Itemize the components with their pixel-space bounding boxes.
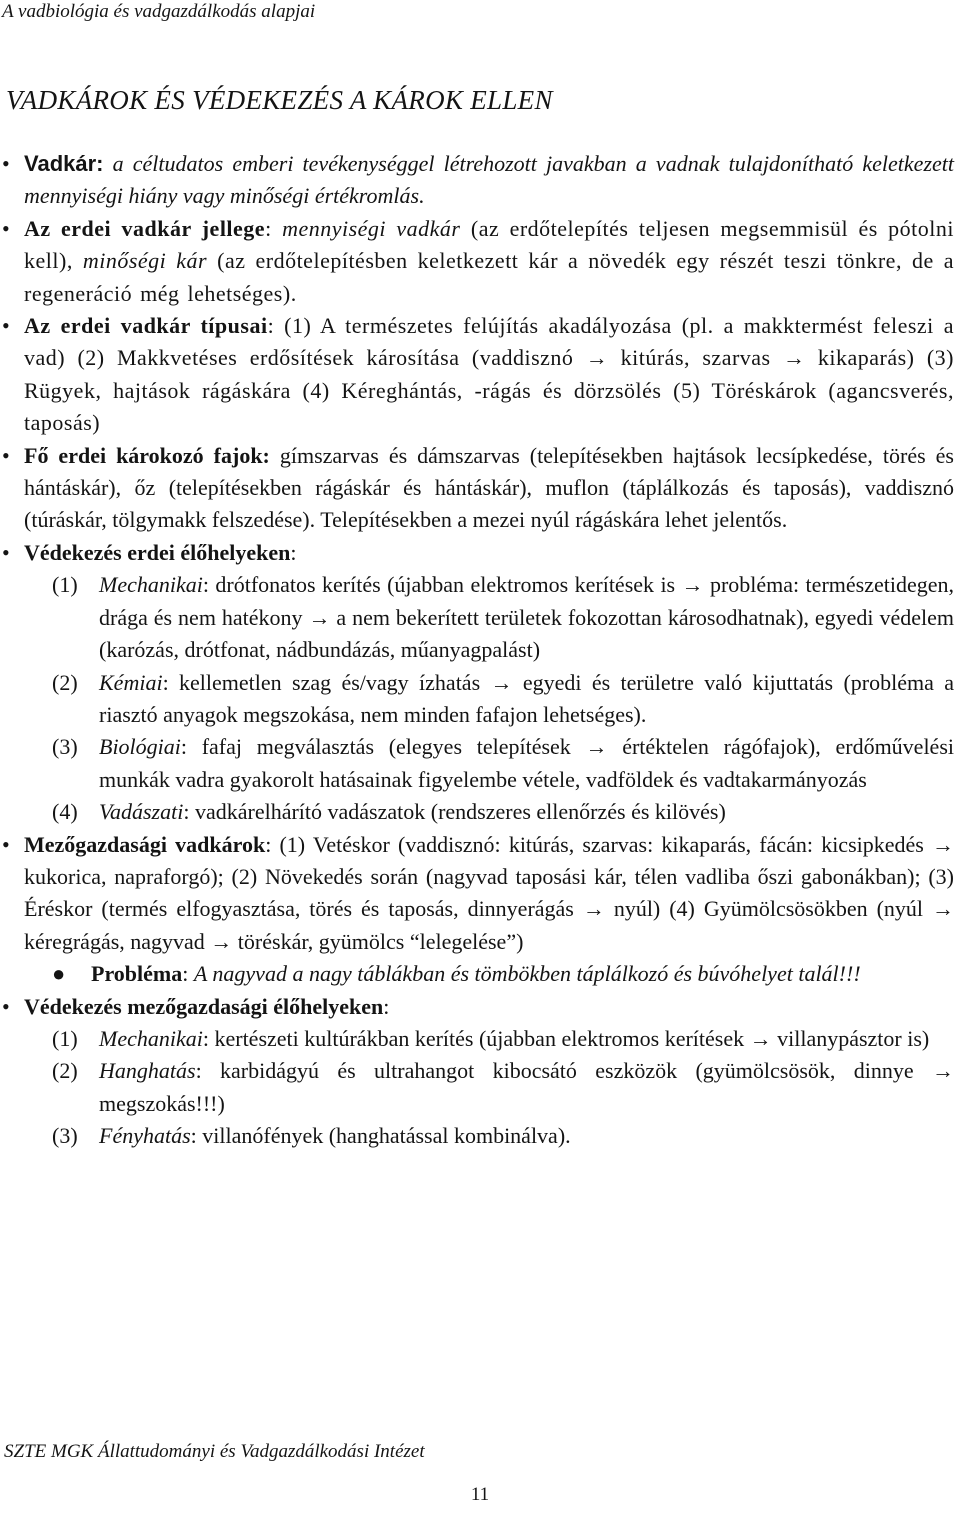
item-number: (2): [52, 669, 78, 695]
section-label: Védekezés mezőgazdasági élőhelyeken: [24, 993, 384, 1019]
section-label: Fő erdei károkozó fajok:: [24, 442, 270, 468]
section-tipusai: [0, 310, 954, 440]
colon: :: [383, 993, 390, 1019]
item-number: (1): [52, 1025, 78, 1051]
list-item: [0, 1023, 954, 1055]
colon: :: [265, 215, 283, 241]
section-label: Mezőgazdasági vadkárok: [24, 831, 266, 857]
item-text: : kertészeti kultúrákban kerítés (újabban elektromos kerítések → villanypásztor is): [202, 1025, 930, 1051]
list-item: [0, 1120, 954, 1152]
section-karokozo-fajok: [0, 440, 954, 537]
definition-text: a céltudatos emberi tevékenységgel létrehozott javakban a vadnak tulajdonítható keletkezett mennyiségi hiány vagy minőségi értékromlás.: [24, 151, 955, 209]
section-text: gímszarvas és dámszarvas (telepítésekben hajtások lecsípkedése, törés és hántáskár), őz (telepítésekben rágáskár és hántáskár), muflon (táplálkozás és taposás), vaddisznó (túráskár, tölgymakk felszedése). Telepítésekben a mezei nyúl rágáskára lehet jelentős.: [24, 442, 954, 533]
item-number: (3): [52, 1123, 78, 1149]
item-text: : fafaj megválasztás (elegyes telepítések → értéktelen rágófajok), erdőművelési munkák vadra gyakorolt hatásainak figyelembe vétele, vadföldek és vadtakarmányozás: [99, 734, 954, 792]
item-text: : drótfonatos kerítés (újabban elektromos kerítések is → probléma: természetidegen, drága és nem hatékony → a nem bekerített területek fokozottan károsodhatnak), egyedi védelem (karózás, drótfonat, nádbundázás, műanyagpalást): [99, 572, 954, 663]
item-term: Fényhatás: [99, 1123, 191, 1149]
list-item: [0, 667, 954, 732]
section-label: Az erdei vadkár jellege: [24, 215, 266, 241]
section-text: : (1) A természetes felújítás akadályozása (pl. a makktermést feleszi a vad) (2) Makkvetéses erdősítések károsítása (vaddisznó → kitúrás, szarvas → kikaparás) (3) Rügyek, hajtások rágáskára (4) Kéreghántás, -rágás és dörzsölés (5) Töréskárok (agancsverés, taposás): [24, 313, 955, 436]
bullet-icon: •: [2, 215, 11, 241]
item-text: : kellemetlen szag és/vagy ízhatás → egyedi és területre való kijuttatás (probléma a riasztó anyagok megszokása, nem minden fafajon lehetséges).: [99, 669, 954, 727]
problem-text: A nagyvad a nagy táblákban és tömbökben táplálkozó és búvóhelyet talál!!!: [193, 961, 861, 987]
item-text: : vadkárelhárító vadászatok (rendszeres ellenőrzés és kilövés): [183, 799, 726, 825]
bullet-icon: •: [2, 442, 10, 468]
item-term: Biológiai: [99, 734, 181, 760]
list-item: [0, 796, 954, 828]
section-vedekezes-erdei: [0, 537, 954, 569]
section-jellege: [0, 213, 954, 310]
item-term: Mechanikai: [99, 1025, 203, 1051]
bullet-icon: •: [2, 539, 10, 565]
document-body: [0, 148, 954, 1153]
list-item: [0, 731, 954, 796]
bullet-icon: •: [2, 993, 10, 1019]
item-number: (2): [52, 1058, 78, 1084]
list-item: [0, 1055, 954, 1120]
section-text: : (1) Vetéskor (vaddisznó: kitúrás, szarvas: kikaparás, fácán: kicsipkedés → kukorica, napraforgó); (2) Növekedés során (nagyvad taposási kár, télen vadliba őszi gabonákban); (3) Éréskor (termés elfogyasztása, törés és taposás, dinnyerágás → nyúl) (4) Gyümölcsösökben (nyúl → kéregrágás, nagyvad → töréskár, gyümölcs “lelegelése”): [24, 831, 954, 954]
problem-note: [0, 958, 954, 990]
section-mezogazdasagi-vadkarok: [0, 829, 954, 959]
bullet-icon: •: [2, 151, 10, 176]
round-bullet-icon: ●: [52, 961, 66, 987]
term: minőségi kár: [82, 248, 208, 274]
section-label: Az erdei vadkár típusai: [24, 313, 268, 339]
term: mennyiségi vadkár: [282, 215, 461, 241]
term-label: Vadkár:: [24, 151, 104, 176]
item-number: (1): [52, 572, 78, 598]
item-number: (3): [52, 734, 78, 760]
section-label: Védekezés erdei élőhelyeken: [24, 539, 291, 565]
running-header: A vadbiológia és vadgazdálkodás alapjai: [2, 1, 316, 22]
bullet-icon: •: [2, 313, 11, 339]
colon: :: [182, 961, 194, 987]
section-text: (az erdőtelepítés teljesen megsemmisül és pótolni kell),: [24, 215, 955, 274]
colon: :: [290, 539, 297, 565]
item-term: Mechanikai: [99, 572, 203, 598]
bullet-icon: •: [2, 831, 10, 857]
item-term: Kémiai: [99, 669, 163, 695]
item-term: Vadászati: [99, 799, 184, 825]
problem-label: Probléma: [91, 961, 183, 987]
item-term: Hanghatás: [99, 1058, 196, 1084]
item-number: (4): [52, 799, 78, 825]
page-number: 11: [470, 1484, 490, 1505]
page-title: VADKÁROK ÉS VÉDEKEZÉS A KÁROK ELLEN: [6, 85, 553, 115]
item-text: : villanófények (hanghatással kombinálva).: [190, 1123, 571, 1149]
definition-vadkar: [0, 148, 954, 213]
footer-institute: SZTE MGK Állattudományi és Vadgazdálkodási Intézet: [4, 1441, 425, 1462]
section-text: (az erdőtelepítésben keletkezett kár a növedék egy részét teszi tönkre, de a regeneráció még lehetséges).: [24, 248, 954, 306]
list-item: [0, 569, 954, 666]
item-text: : karbidágyú és ultrahangot kibocsátó eszközök (gyümölcsösök, dinnye → megszokás!!!): [99, 1058, 954, 1116]
section-vedekezes-mezogazdasagi: [0, 991, 954, 1023]
